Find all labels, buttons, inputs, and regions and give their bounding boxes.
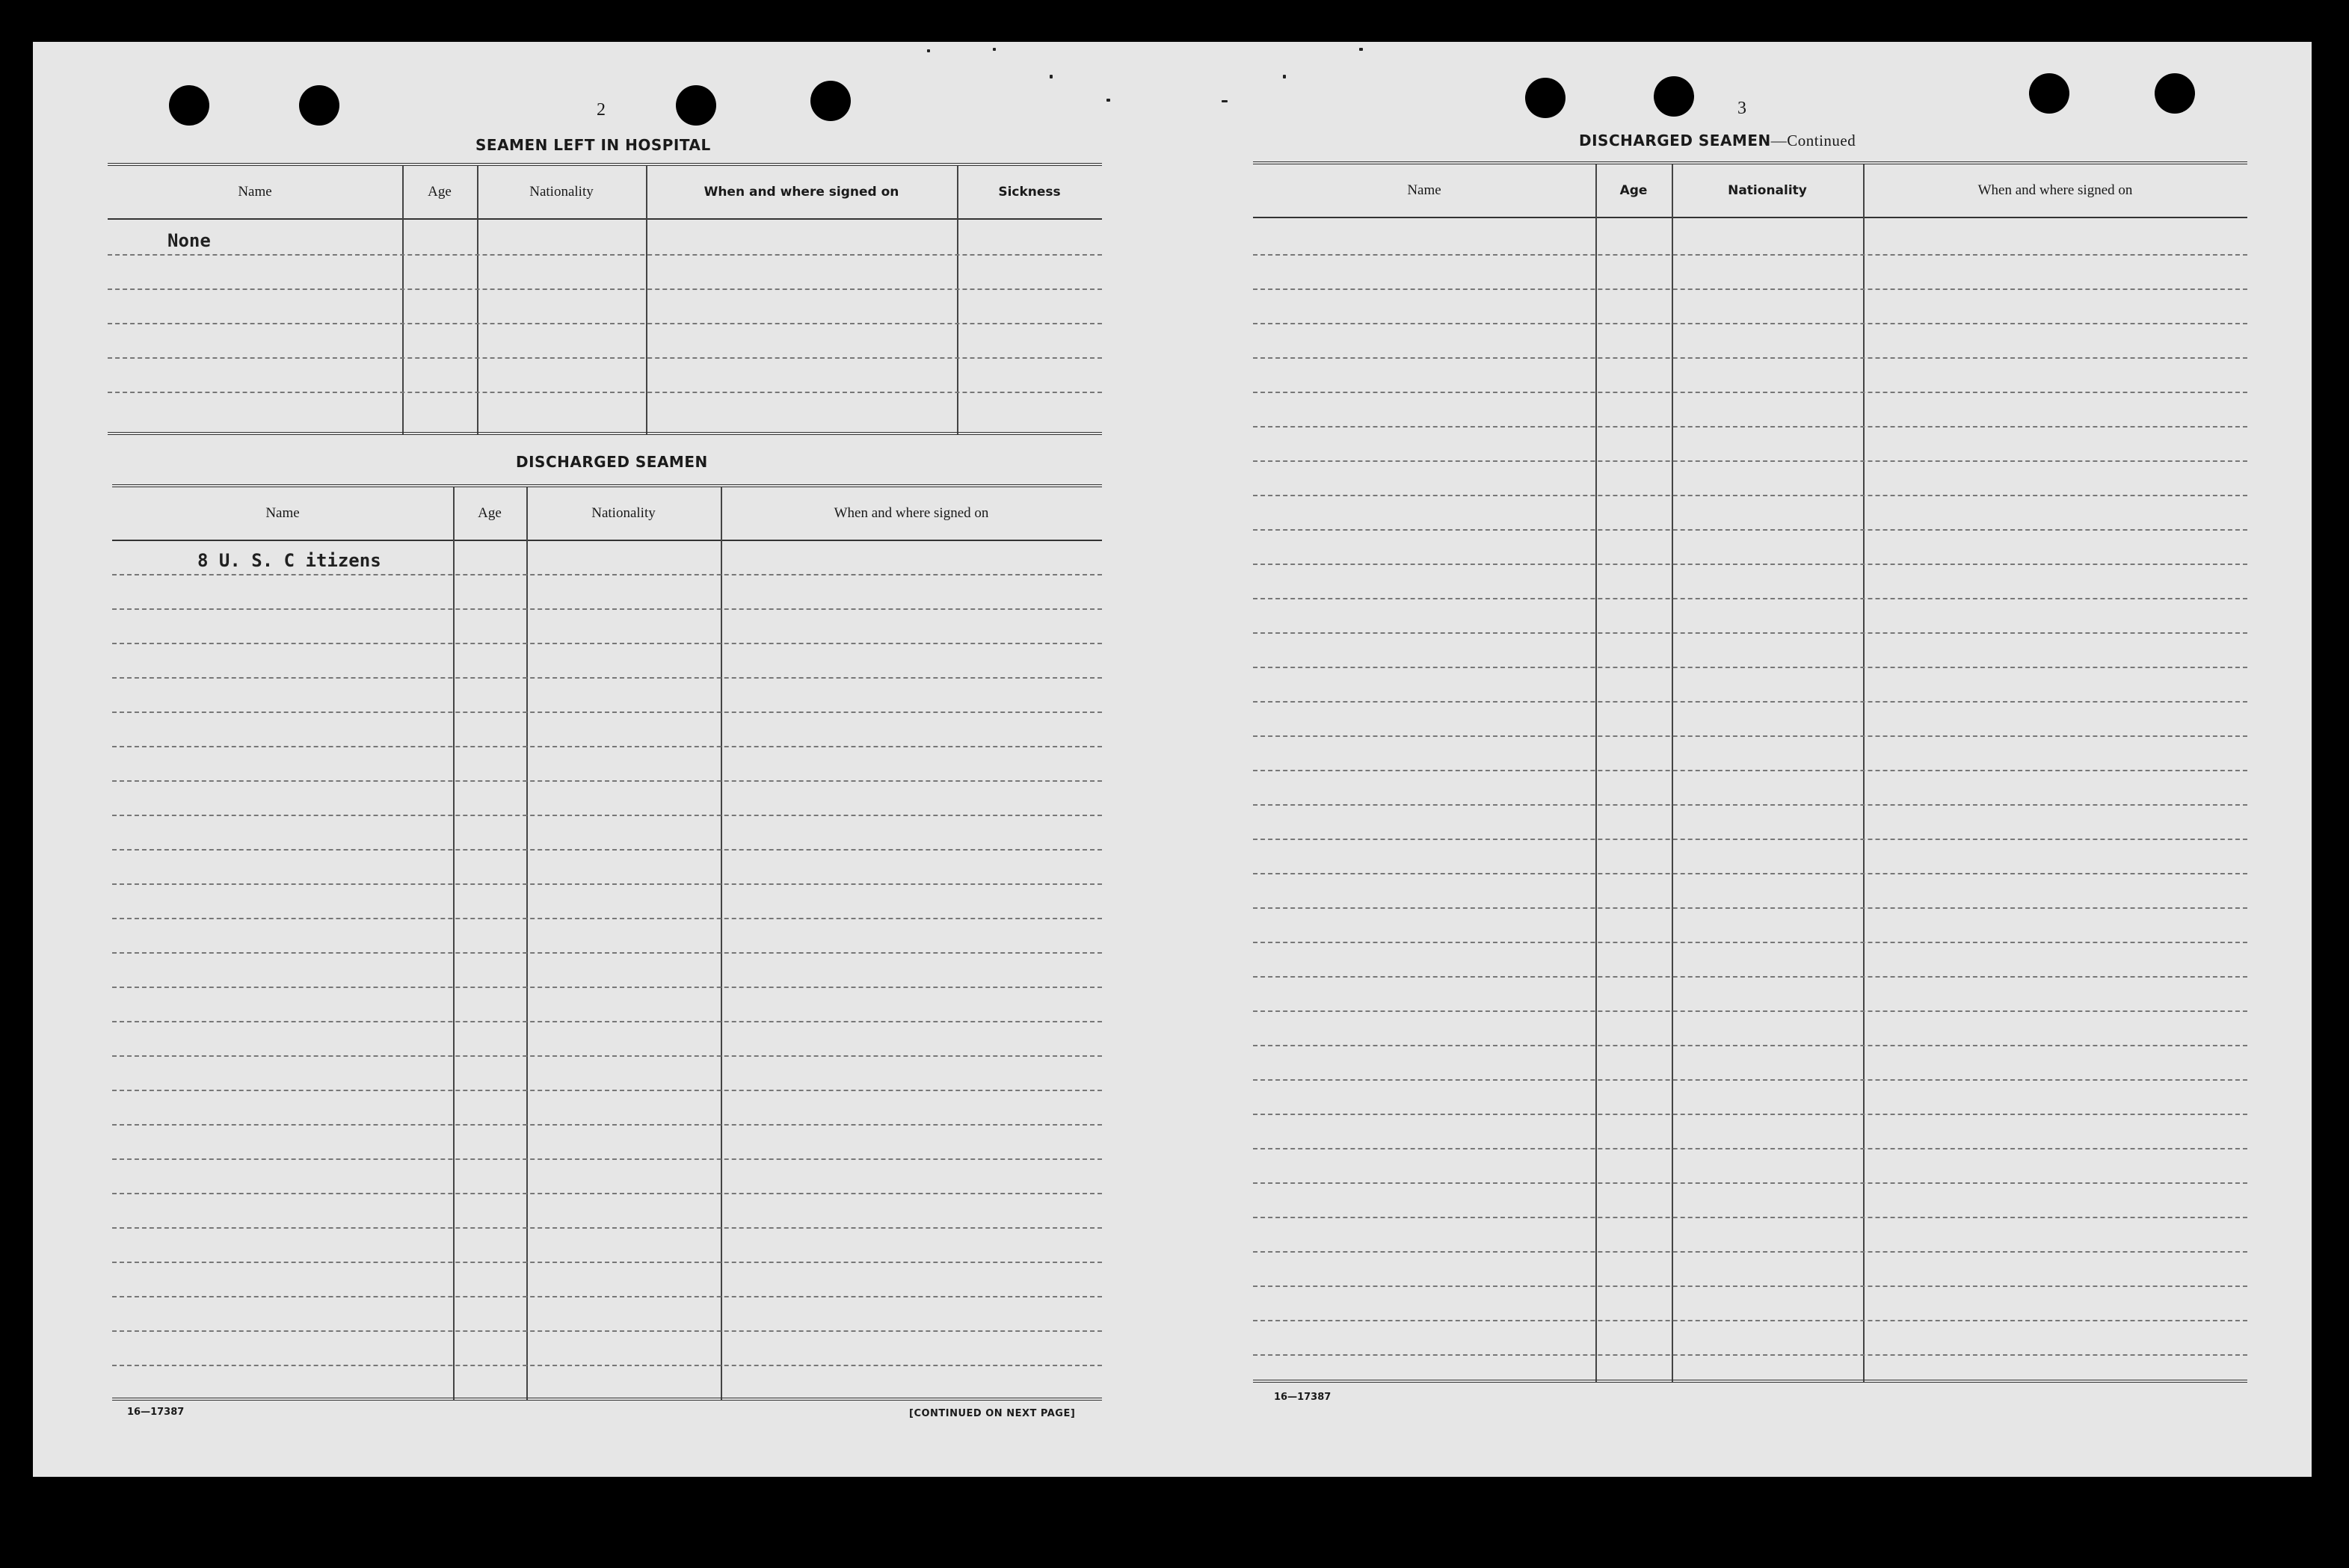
row-line [1253, 1045, 2247, 1046]
ink-speck [1283, 75, 1286, 78]
column-divider [526, 487, 528, 1401]
column-divider [1863, 164, 1865, 1383]
row-line [1253, 529, 2247, 531]
row-line [108, 288, 1102, 290]
ink-speck [1359, 48, 1363, 51]
page-number-right: 3 [1737, 99, 1746, 118]
row-line [1253, 1010, 2247, 1012]
row-line [1253, 357, 2247, 359]
row-line [1253, 907, 2247, 909]
table-bottom-rule [112, 1398, 1102, 1401]
row-line [112, 1227, 1102, 1229]
punch-hole [2155, 73, 2195, 114]
header-sickness: Sickness [998, 185, 1061, 200]
discharged-table [112, 484, 1102, 1401]
row-line [1253, 735, 2247, 737]
row-line [1253, 495, 2247, 496]
column-divider [402, 166, 404, 435]
ink-speck [993, 48, 996, 51]
row-line [1253, 254, 2247, 256]
row-line [112, 1296, 1102, 1297]
row-line [108, 323, 1102, 324]
row-line [112, 1021, 1102, 1022]
row-line [1253, 873, 2247, 874]
row-line [112, 1193, 1102, 1194]
ink-speck [927, 49, 930, 52]
row-line [112, 1090, 1102, 1091]
row-line [1253, 632, 2247, 634]
row-line [1253, 1320, 2247, 1321]
row-line [112, 883, 1102, 885]
row-line [112, 712, 1102, 713]
continued-note: [CONTINUED ON NEXT PAGE] [909, 1408, 1076, 1419]
page-number-left: 2 [597, 100, 606, 120]
discharged-continued-title [1579, 132, 1856, 150]
row-line [1253, 1285, 2247, 1287]
ink-speck [1222, 100, 1228, 102]
header-signed-on: When and where signed on [1977, 182, 2133, 198]
row-line [1253, 1148, 2247, 1149]
row-line [112, 918, 1102, 919]
column-divider [646, 166, 647, 435]
row-line [112, 1124, 1102, 1126]
row-line [1253, 1217, 2247, 1218]
header-signed-on: When and where signed on [704, 185, 899, 200]
discharged-entry: 8 U. S. C itizens [197, 550, 381, 571]
row-line [1253, 770, 2247, 771]
row-line [1253, 804, 2247, 806]
row-line [1253, 323, 2247, 324]
table-bottom-rule [108, 432, 1102, 435]
row-line [1253, 1354, 2247, 1356]
column-divider [453, 487, 455, 1401]
column-divider [721, 487, 722, 1401]
row-line [112, 677, 1102, 679]
form-code-left: 16—17387 [127, 1407, 185, 1418]
row-line [112, 1330, 1102, 1332]
row-line [112, 1262, 1102, 1263]
header-name: Name [1407, 182, 1441, 198]
punch-hole [169, 85, 209, 126]
discharged-continued-table [1253, 161, 2247, 1383]
punch-hole [1654, 76, 1694, 117]
row-line [112, 780, 1102, 782]
row-line [112, 574, 1102, 575]
punch-hole [810, 81, 851, 121]
row-line [1253, 392, 2247, 393]
row-line [1253, 426, 2247, 428]
punch-hole [2029, 73, 2069, 114]
row-line [112, 987, 1102, 988]
row-line [108, 357, 1102, 359]
column-divider [957, 166, 958, 435]
row-line [1253, 288, 2247, 290]
row-line [1253, 1114, 2247, 1115]
form-code-right: 16—17387 [1274, 1392, 1331, 1403]
row-line [1253, 839, 2247, 840]
row-line [112, 1055, 1102, 1057]
row-line [1253, 1182, 2247, 1184]
row-line [112, 952, 1102, 954]
row-line [1253, 1251, 2247, 1253]
header-name: Name [265, 505, 300, 521]
header-age: Age [478, 505, 502, 521]
row-line [1253, 598, 2247, 599]
header-age: Age [428, 184, 452, 200]
ink-speck [1050, 75, 1053, 78]
punch-hole [676, 85, 716, 126]
punch-hole [1525, 78, 1566, 118]
hospital-section-title: SEAMEN LEFT IN HOSPITAL [475, 136, 711, 154]
header-nationality: Nationality [529, 184, 594, 200]
row-line [112, 849, 1102, 851]
row-line [1253, 942, 2247, 943]
row-line [112, 746, 1102, 747]
hospital-table [108, 163, 1102, 435]
header-signed-on: When and where signed on [834, 505, 989, 521]
ink-speck [1106, 99, 1110, 102]
discharged-continued-title-suffix: —Continued [1770, 132, 1856, 149]
row-line [112, 608, 1102, 610]
row-line [1253, 701, 2247, 703]
row-line [1253, 1079, 2247, 1081]
column-divider [477, 166, 478, 435]
row-line [112, 1365, 1102, 1366]
row-line [112, 643, 1102, 644]
discharged-continued-title-main: DISCHARGED SEAMEN [1579, 132, 1771, 149]
row-line [108, 392, 1102, 393]
row-line [1253, 564, 2247, 565]
row-line [108, 254, 1102, 256]
column-divider [1595, 164, 1597, 1383]
table-bottom-rule [1253, 1380, 2247, 1383]
document-sheet [33, 42, 2312, 1477]
row-line [112, 815, 1102, 816]
row-line [1253, 976, 2247, 978]
row-line [1253, 667, 2247, 668]
hospital-entry: None [167, 230, 211, 251]
discharged-section-title: DISCHARGED SEAMEN [516, 453, 708, 471]
row-line [112, 1158, 1102, 1160]
header-nationality: Nationality [1728, 183, 1807, 198]
header-age: Age [1619, 183, 1648, 198]
column-divider [1672, 164, 1673, 1383]
punch-hole [299, 85, 339, 126]
header-nationality: Nationality [591, 505, 656, 521]
row-line [1253, 460, 2247, 462]
header-name: Name [238, 184, 272, 200]
